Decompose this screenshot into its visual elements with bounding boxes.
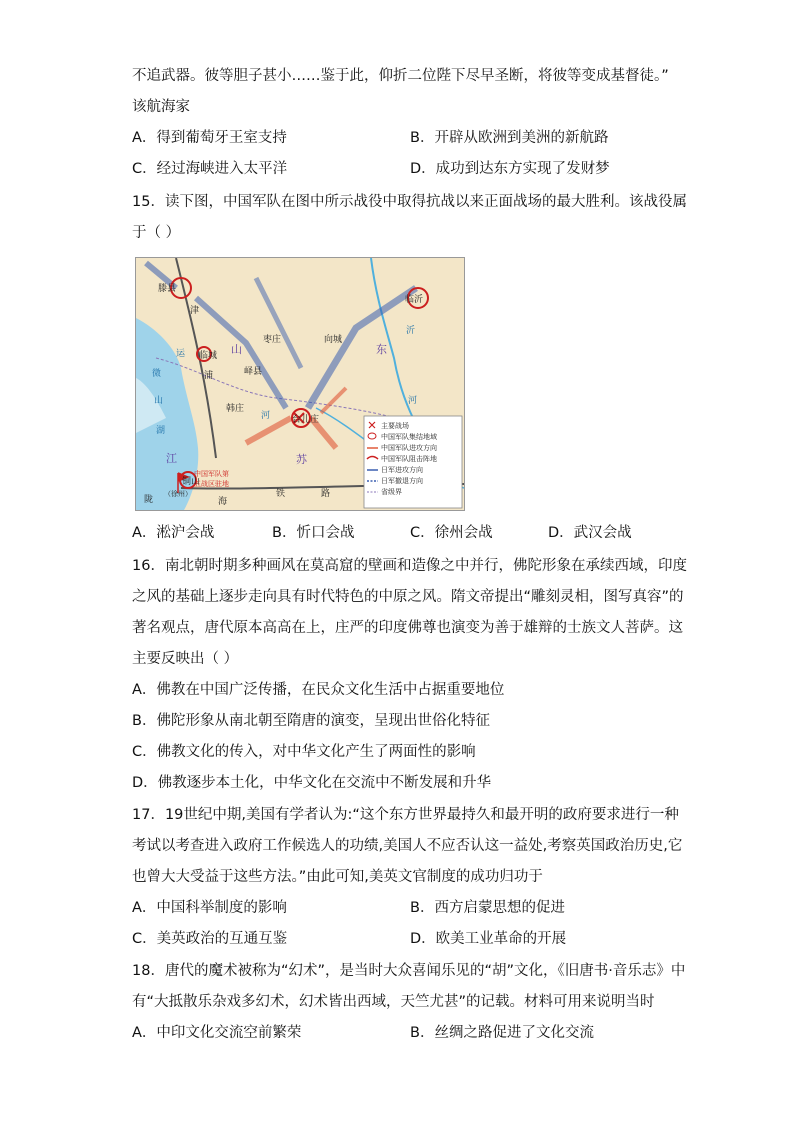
map-region-su: 苏 — [296, 453, 307, 466]
q15-option-a[interactable]: A．淞沪会战 — [132, 525, 215, 541]
q15-option-b[interactable]: B．忻口会战 — [272, 525, 355, 541]
q18-stem-line-2: 有“大抵散乐杂戏多幻术，幻术皆出西域，天竺尤甚”的记载。材料可用来说明当时 — [132, 994, 655, 1010]
map-feature-10: 路 — [321, 489, 331, 499]
map-feature-11: 沂 — [406, 326, 416, 336]
q15-option-c[interactable]: C．徐州会战 — [410, 525, 493, 541]
map-feature-9: 铁 — [276, 489, 286, 499]
q18-option-a[interactable]: A．中印文化交流空前繁荣 — [132, 1025, 302, 1041]
map-label-xuzhou: （徐州） — [164, 490, 192, 498]
q14-stem-line-2: 该航海家 — [132, 99, 190, 115]
q16-stem-line-3: 著名观点，唐代原本高高在上，庄严的印度佛尊也演变为善于雄辩的士族文人菩萨。这 — [132, 620, 683, 636]
map-feature-4: 湖 — [156, 426, 166, 436]
q14-option-a[interactable]: A．得到葡萄牙王室支持 — [132, 130, 287, 146]
map-region-jiang: 江 — [166, 452, 177, 465]
map-feature-6: 浦 — [204, 371, 214, 381]
map-feature-1: 河 — [261, 411, 271, 421]
map-legend — [364, 416, 462, 508]
map-label-taierzhuang: 台儿庄 — [292, 415, 320, 425]
legend-cn-block: 中国军队阻击阵地 — [381, 455, 437, 463]
q17-option-d[interactable]: D．欧美工业革命的开展 — [410, 931, 567, 947]
q17-option-a[interactable]: A．中国科举制度的影响 — [132, 900, 287, 916]
map-feature-2: 微 — [152, 369, 162, 379]
q16-option-b[interactable]: B．佛陀形象从南北朝至隋唐的演变，呈现出世俗化特征 — [132, 713, 490, 729]
map-feature-7: 陇 — [144, 495, 154, 505]
map-label-hq-1: 中国军队第 — [194, 470, 229, 478]
map-label-xiangcheng: 向城 — [324, 335, 343, 345]
map-label-tengxian: 滕县 — [158, 284, 177, 294]
map-feature-12: 河 — [408, 396, 418, 406]
map-label-hq-2: 五战区驻地 — [194, 480, 229, 488]
q15-stem-line-2: 于（ ） — [132, 225, 181, 241]
q14-stem-line-1: 不追武器。彼等胆子甚小……鉴于此，仰折二位陛下尽早圣断，将彼等变成基督徒。” — [132, 68, 669, 84]
legend-jp-attack: 日军进攻方向 — [381, 466, 423, 474]
battle-map — [135, 257, 465, 511]
map-feature-8: 海 — [218, 497, 228, 507]
q17-option-b[interactable]: B．西方启蒙思想的促进 — [410, 900, 565, 916]
map-region-shan: 山 — [231, 343, 242, 356]
q14-option-c[interactable]: C．经过海峡进入太平洋 — [132, 161, 288, 177]
map-label-lincheng: 临城 — [199, 351, 218, 361]
q16-option-a[interactable]: A．佛教在中国广泛传播，在民众文化生活中占据重要地位 — [132, 682, 505, 698]
q14-option-d[interactable]: D．成功到达东方实现了发财梦 — [410, 161, 610, 177]
legend-main-battlefield: 主要战场 — [381, 422, 409, 430]
q16-option-d[interactable]: D．佛教逐步本土化，中华文化在交流中不断发展和升华 — [132, 775, 492, 791]
legend-jp-retreat: 日军撤退方向 — [381, 477, 423, 485]
map-feature-5: 津 — [190, 306, 200, 316]
map-label-hanzhuang: 韩庄 — [226, 404, 245, 414]
map-feature-0: 运 — [176, 349, 186, 359]
q16-option-c[interactable]: C．佛教文化的传入，对中华文化产生了两面性的影响 — [132, 744, 476, 760]
q16-stem-line-1: 16．南北朝时期多种画风在莫高窟的壁画和造像之中并行，佛陀形象在承续西域，印度 — [132, 558, 687, 574]
q15-stem-line-1: 15．读下图，中国军队在图中所示战役中取得抗战以来正面战场的最大胜利。该战役属 — [132, 194, 687, 210]
map-region-dong: 东 — [376, 343, 387, 356]
q17-stem-line-1: 17．19世纪中期,美国有学者认为:“这个东方世界最持久和最开明的政府要求进行一种 — [132, 807, 679, 823]
map-label-tongshan: 铜山 — [182, 477, 201, 487]
map-label-zaozhuang: 枣庄 — [263, 335, 282, 345]
q15-option-d[interactable]: D．武汉会战 — [548, 525, 632, 541]
q18-option-b[interactable]: B．丝绸之路促进了文化交流 — [410, 1025, 594, 1041]
map-feature-3: 山 — [154, 396, 164, 406]
q18-stem-line-1: 18．唐代的魔术被称为“幻术”，是当时大众喜闻乐见的“胡”文化，《旧唐书·音乐志》中 — [132, 963, 686, 979]
legend-province-border: 省级界 — [381, 488, 402, 496]
q16-stem-line-2: 之风的基础上逐步走向具有时代特色的中原之风。隋文帝提出“雕刻灵相，图写真容”的 — [132, 589, 684, 605]
q17-stem-line-2: 考试以考查进入政府工作候选人的功绩,美国人不应否认这一益处,考察英国政治历史,它 — [132, 838, 683, 854]
q17-stem-line-3: 也曾大大受益于这些方法。”由此可知,美英文官制度的成功归功于 — [132, 869, 543, 885]
q14-option-b[interactable]: B．开辟从欧洲到美洲的新航路 — [410, 130, 609, 146]
q16-stem-line-4: 主要反映出（ ） — [132, 651, 239, 667]
legend-cn-assembly: 中国军队集结地域 — [381, 433, 437, 441]
q17-option-c[interactable]: C．美英政治的互通互鉴 — [132, 931, 288, 947]
legend-cn-attack: 中国军队进攻方向 — [381, 444, 437, 452]
map-label-yixian: 峄县 — [244, 367, 263, 377]
map-label-linyi: 临沂 — [405, 295, 424, 305]
